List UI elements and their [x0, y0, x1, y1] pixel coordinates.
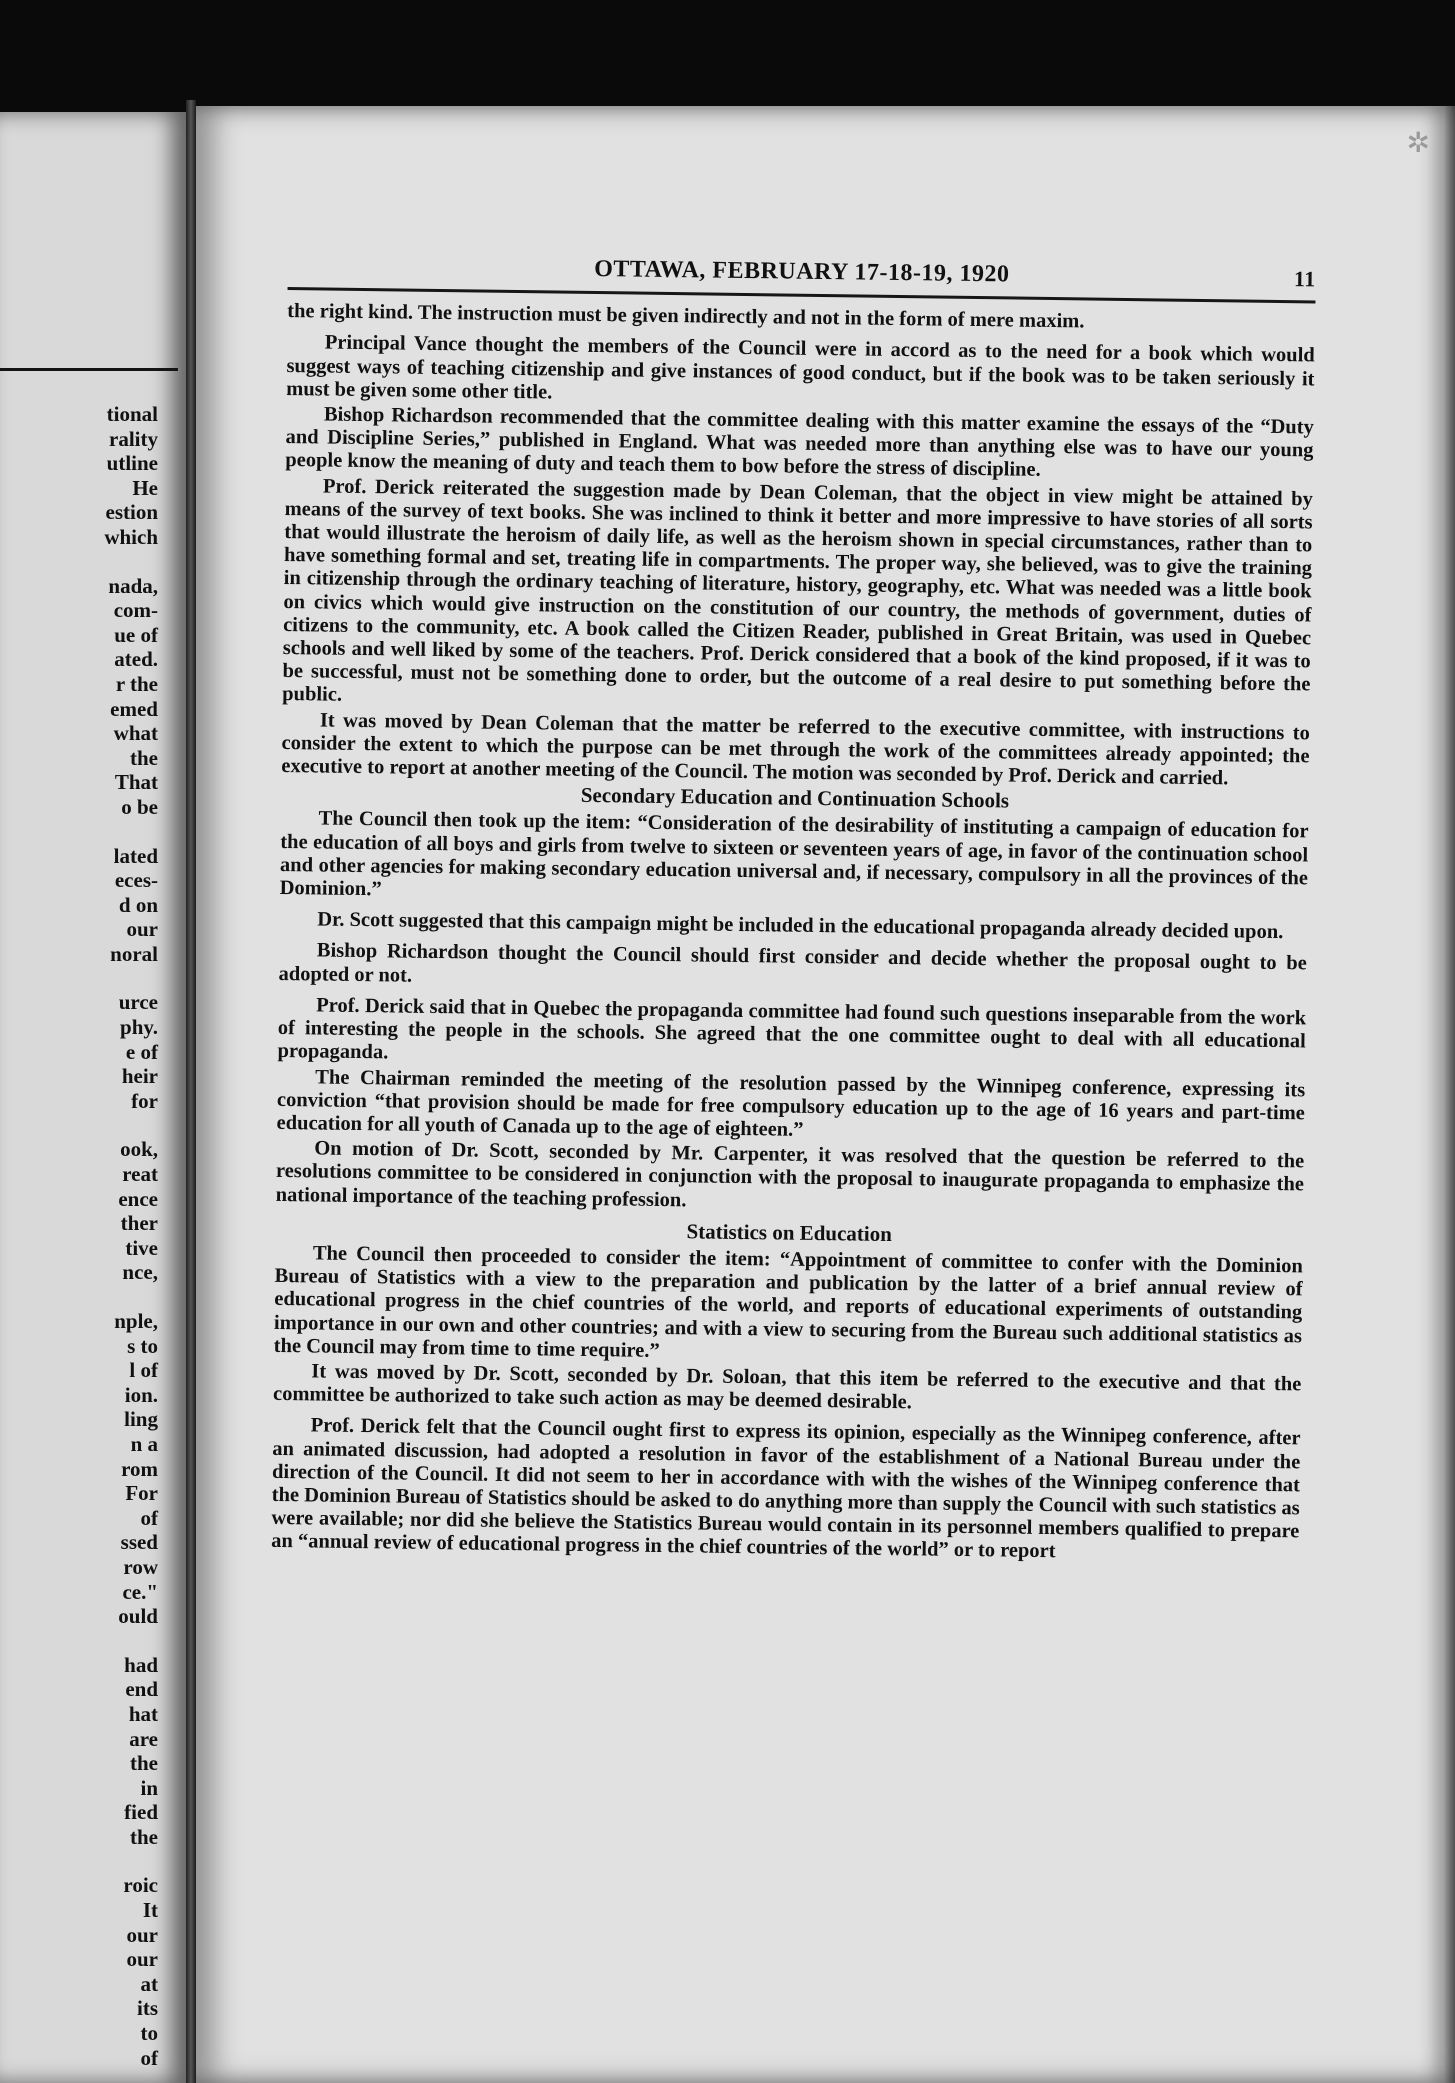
left-page-line: It	[142, 1898, 158, 1923]
left-page-line: of	[140, 2045, 158, 2070]
right-page	[196, 106, 1455, 2083]
left-page-line: hat	[128, 1701, 158, 1726]
left-page-line-gap	[18, 1849, 158, 1873]
left-page-line: our	[126, 1947, 158, 1972]
left-page-line: end	[125, 1677, 158, 1702]
section-heading: Secondary Education and Continuation Schools	[580, 783, 1010, 813]
header-title: OTTAWA, FEBRUARY 17-18-19, 1920	[593, 256, 1010, 288]
left-page-line: n a	[130, 1431, 158, 1456]
left-page-line: had	[124, 1652, 158, 1677]
left-page-line: our	[126, 917, 158, 942]
paragraph: It was moved by Dr. Scott, seconded by Dr. Soloan, that this item be referred to the executive and that the committee be authorized to take such action as may be deemed desirable.	[272, 1360, 1302, 1414]
page-number: 11	[1293, 266, 1316, 292]
left-page-line: For	[125, 1481, 158, 1506]
left-page-line-gap	[18, 1629, 158, 1653]
left-page-line: ther	[120, 1211, 158, 1236]
left-page-line: ated.	[114, 647, 158, 672]
left-page-line: r the	[115, 671, 158, 696]
left-page-line: fied	[124, 1800, 158, 1825]
corner-blot-icon: ✲	[1406, 128, 1430, 159]
left-page-line: lated	[113, 843, 158, 868]
left-page-line: to	[140, 2021, 158, 2046]
paragraph: Prof. Derick said that in Quebec the propaganda committee had found such questions inseparable from the work of interesting the people in the schools. She agreed that the one committee ought to deal with all educational propaganda.	[277, 994, 1307, 1064]
left-page-line: nce,	[122, 1260, 158, 1285]
left-page-line: our	[126, 1922, 158, 1947]
left-page-line: ssed	[120, 1530, 158, 1555]
left-page-line: phy.	[120, 1015, 158, 1040]
left-page-line: nada,	[108, 573, 158, 598]
left-page-text-fragments	[18, 402, 158, 2070]
left-page-line: utline	[106, 451, 158, 476]
left-page-line: ence	[118, 1186, 158, 1211]
paragraph: It was moved by Dean Coleman that the matter be referred to the executive committee, with instructions to consider the extent to which the purpose can be met through the work of the committees already appointed; the executive to report at another meeting of the Council. The motion was seconded by Prof. Derick and carried.	[281, 709, 1310, 790]
left-page-line: urce	[118, 990, 158, 1015]
left-page-line: of	[140, 1505, 158, 1530]
left-page-line: for	[131, 1088, 158, 1113]
left-page-line: ce."	[122, 1579, 158, 1604]
left-page-line: ould	[118, 1604, 158, 1629]
paragraph: On motion of Dr. Scott, seconded by Mr. Carpenter, it was resolved that the question be referred to the resolutions committee to be considered in conjunction with the proposal to inaugurate propaganda to emphasize the national importance of the teaching profession.	[275, 1137, 1305, 1211]
section-heading: Statistics on Education	[686, 1219, 893, 1246]
paragraph: The Council then proceeded to consider the item: “Appointment of committee to confer with the Dominion Bureau of Statistics with a view to the preparation and publication by the latter of a brief annual review of educational progress in the chief countries of the world, and reports of educational experiments of outstanding importance in our own and other countries; and with a view to securing from the Bureau such additional statistics as the Council may from time to time require.”	[273, 1242, 1303, 1362]
left-page-line: reat	[122, 1162, 158, 1187]
left-page-line: heir	[121, 1064, 158, 1089]
left-page-line: That	[114, 770, 158, 795]
running-header	[288, 254, 1316, 304]
left-page-line: what	[113, 721, 158, 746]
left-page-line: roic	[123, 1873, 158, 1898]
left-page-line: ook,	[120, 1137, 158, 1162]
left-page-line: rality	[109, 426, 158, 451]
left-page-line: the	[130, 745, 158, 770]
left-page-line: row	[123, 1554, 158, 1579]
left-page-line: nple,	[114, 1309, 158, 1333]
page-edge-shadow	[1444, 106, 1455, 2083]
left-page-line: com-	[113, 598, 158, 623]
left-page-line: which	[104, 524, 158, 549]
left-page-line: are	[129, 1726, 158, 1751]
left-page-line: tional	[106, 402, 158, 426]
left-page-line: in	[140, 1775, 158, 1800]
page-text-block	[271, 254, 1316, 1569]
left-page-line: l of	[129, 1358, 158, 1383]
paragraph: Dr. Scott suggested that this campaign might be included in the educational propaganda already decided upon.	[317, 908, 1284, 944]
paragraph: Prof. Derick reiterated the suggestion made by Dean Coleman, that the object in view might be attained by means of the survey of text books. She was inclined to think it better and more impressive to have stories of all sorts that would illustrate the heroism of daily life, as well as the heroism shown in special circumstances, rather than to have something formal and set, treating life in compartments. The proper way, she believed, was to give the training in citizenship through the ordinary teaching of literature, history, geography, etc. What was needed was a little book on civics which would give instruction on the constitution of our country, the methods of government, duties of citizens to the community, etc. A book called the Citizen Reader, published in Great Britain, was used in Quebec schools and well liked by some of the teachers. Prof. Derick considered that a book of the kind proposed, if it was to be successful, must not be something done to order, but the outcome of a real desire to put something before the public.	[282, 475, 1314, 707]
left-facing-page	[0, 112, 186, 2083]
left-page-header-rule	[0, 368, 178, 371]
left-page-line: its	[137, 1996, 158, 2021]
left-page-line: rom	[121, 1456, 158, 1481]
paragraph: Bishop Richardson recommended that the committee dealing with this matter examine the essays of the “Duty and Discipline Series,” published in England. What was needed more than anything else was to have our young people know the meaning of duty and teach them to bow before the stress of discipline.	[285, 403, 1314, 482]
left-page-line-gap	[18, 1285, 158, 1309]
paragraph: Principal Vance thought the members of the Council were in accord as to the need for a book which would suggest ways of teaching citizenship and give instances of good conduct, but if the book was to be taken seriously it must be given some other title.	[286, 331, 1315, 404]
paragraph: The Council then took up the item: “Consideration of the desirability of instituting a campaign of education for the education of all boys and girls from twelve to sixteen or seventeen years of age, in favor of the continuation school and other agencies for making secondary education universal and, if necessary, compulsory in all the provinces of the Dominion.”	[279, 807, 1309, 901]
book-spine-gutter	[186, 100, 196, 2083]
paragraph: Prof. Derick felt that the Council ought first to express its opinion, especially as the Winnipeg conference, after an animated discussion, had adopted a resolution in favor of the establishment of a National Bureau under the direction of the Council. It did not seem to her in accordance with with the wishes of the Winnipeg conference that the Dominion Bureau of Statistics should be asked to do anything more than supply the Council with such statistics as were available; nor did she believe the Statistics Bureau would contain in its personnel members qualified to prepare an “annual review of educational progress in the chief countries of the world” or to report	[271, 1414, 1301, 1563]
left-page-line-gap	[18, 820, 158, 844]
left-page-line-gap	[18, 966, 158, 990]
left-page-line: e of	[125, 1039, 158, 1064]
left-page-line: noral	[110, 941, 158, 966]
left-page-line: eces-	[114, 868, 158, 893]
left-page-line: He	[132, 475, 158, 500]
left-page-line: tive	[125, 1235, 158, 1260]
left-page-line: emed	[110, 696, 158, 721]
left-page-line-gap	[18, 1113, 158, 1137]
left-page-line: o be	[121, 794, 158, 819]
left-page-line: ue of	[114, 622, 158, 647]
left-page-line: estion	[105, 500, 158, 525]
paragraph: The Chairman reminded the meeting of the resolution passed by the Winnipeg conference, expressing its conviction “that provision should be made for free compulsory education up to the age of 16 years and part-time education for all youth of Canada up to the age of eighteen.”	[276, 1065, 1306, 1141]
left-page-line: ion.	[124, 1382, 158, 1407]
left-page-line: d on	[118, 892, 158, 917]
paragraph: the right kind. The instruction must be given indirectly and not in the form of mere maxim.	[287, 300, 1085, 333]
paragraph: Bishop Richardson thought the Council should first consider and decide whether the proposal ought to be adopted or not.	[278, 939, 1307, 987]
left-page-line: the	[130, 1751, 158, 1776]
left-page-line: the	[130, 1824, 158, 1849]
left-page-line: at	[140, 1971, 158, 1996]
left-page-line: s to	[127, 1333, 158, 1358]
left-page-line-gap	[18, 550, 158, 574]
left-page-line: ling	[124, 1407, 158, 1432]
